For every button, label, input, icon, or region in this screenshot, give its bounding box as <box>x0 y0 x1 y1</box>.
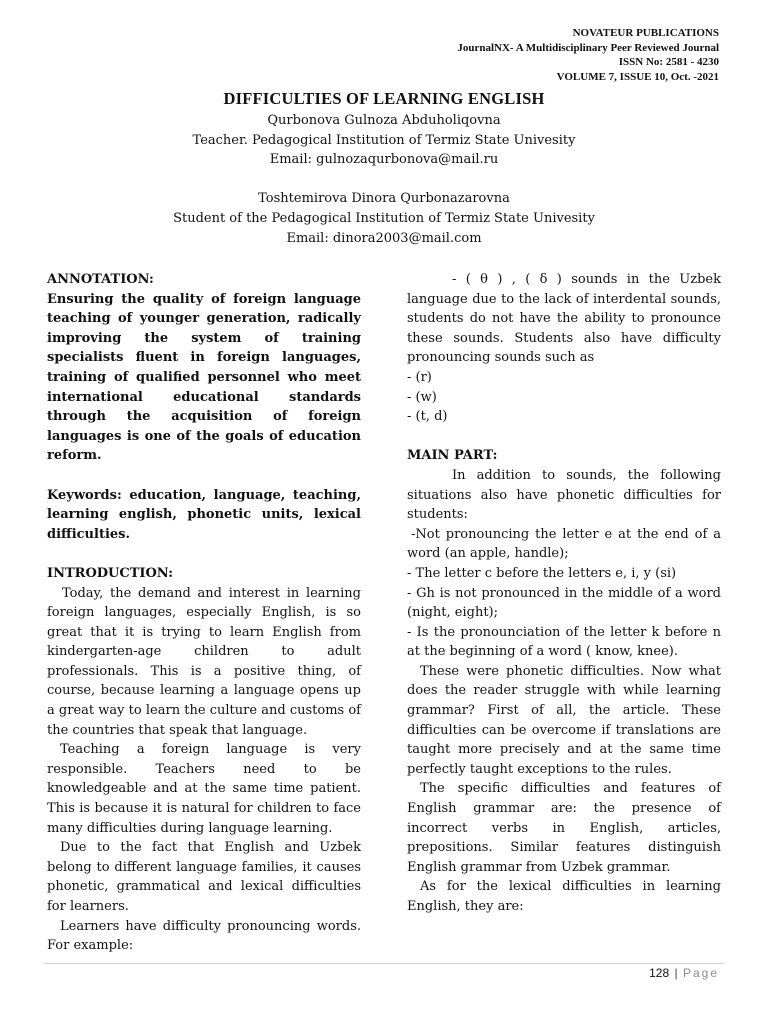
page-label: Page <box>682 966 719 980</box>
annotation-heading: ANNOTATION: <box>47 272 154 287</box>
sound-item: - (r) <box>407 369 432 385</box>
author-2-email: Email: dinora2003@mail.com <box>286 230 482 246</box>
main-list-item: - Is the pronounciation of the letter k before n at the beginning of a word ( know, knee). <box>407 624 721 660</box>
main-paragraph-4: As for the lexical difficulties in learning English, they are: <box>407 879 721 914</box>
author-1-email: Email: gulnozaqurbonova@mail.ru <box>269 152 499 168</box>
main-paragraph-2: These were phonetic difficulties. Now what does the reader struggle with while learning grammar? First of all, the article. These difficulties can be overcome if translations are taught more precisely and at the same time perfectly taught exceptions to the rules. <box>407 663 721 777</box>
author-2-affiliation: Student of the Pedagogical Institution of Termiz State Univesity <box>173 210 595 226</box>
publisher-name: NOVATEUR PUBLICATIONS <box>572 27 719 39</box>
annotation-text: Ensuring the quality of foreign language teaching of younger generation, radically improving the system of training specialists fluent in foreign languages, training of qualified personnel who meet international educational standards through the acquisition of foreign languages is one of the goals of education reform. <box>47 291 361 464</box>
intro-paragraph-2: Teaching a foreign language is very responsible. Teachers need to be knowledgeable and at the same time patient. This is because it is natural for children to face many difficulties during language learning. <box>47 742 361 836</box>
paper-title: DIFFICULTIES OF LEARNING ENGLISH <box>223 89 545 108</box>
journal-name: JournalNX- A Multidisciplinary Peer Reviewed Journal <box>457 41 719 54</box>
sound-item: - (t, d) <box>407 409 448 425</box>
author-1-name: Qurbonova Gulnoza Abduholiqovna <box>267 113 501 128</box>
issn: ISSN No: 2581 - 4230 <box>618 56 719 68</box>
main-paragraph-3: The specific difficulties and features of English grammar are: the presence of incorrect verbs in English, articles, prepositions. Similar features distinguish English grammar from Uzbek grammar. <box>407 781 721 875</box>
main-list-item: - The letter c before the letters e, i, y (si) <box>407 565 677 581</box>
left-column <box>47 270 361 956</box>
keywords: Keywords: education, language, teaching, learning english, phonetic units, lexical difficulties. <box>47 487 361 542</box>
main-list-item: - Gh is not pronounced in the middle of a word (night, eight); <box>407 585 721 621</box>
author-block <box>0 111 768 248</box>
intro-paragraph-4: Learners have difficulty pronouncing words. For example: <box>47 918 361 954</box>
journal-header <box>457 26 719 84</box>
sound-item: - (w) <box>407 389 437 405</box>
footer-separator: | <box>674 966 678 980</box>
page-footer <box>649 966 719 980</box>
intro-paragraph-1: Today, the demand and interest in learning foreign languages, especially English, is so great that it is trying to learn English from kindergarten-age children to adult professionals. This is a positive thing, of course, because learning a language opens up a great way to learn the culture and customs of the countries that speak that language. <box>47 585 361 738</box>
main-part-heading: MAIN PART: <box>407 448 498 464</box>
right-column <box>407 270 721 917</box>
page-number: 128 <box>649 966 670 980</box>
introduction-heading: INTRODUCTION: <box>47 565 174 581</box>
main-paragraph-1: In addition to sounds, the following situations also have phonetic difficulties for students: <box>407 467 721 523</box>
footer-divider <box>44 963 724 964</box>
intro-paragraph-3: Due to the fact that English and Uzbek belong to different language families, it causes phonetic, grammatical and lexical difficulties for learners. <box>47 840 361 914</box>
author-2-name: Toshtemirova Dinora Qurbonazarovna <box>258 191 510 207</box>
main-list-item: -Not pronouncing the letter e at the end of a word (an apple, handle); <box>407 526 721 562</box>
volume-issue: VOLUME 7, ISSUE 10, Oct. -2021 <box>556 70 719 83</box>
author-1-affiliation: Teacher. Pedagogical Institution of Termiz State Univesity <box>192 132 576 148</box>
sounds-paragraph: - ( θ ) , ( δ ) sounds in the Uzbek language due to the lack of interdental sounds, students do not have the ability to pronounce these sounds. Students also have difficulty pronouncing sounds such as <box>407 272 721 366</box>
